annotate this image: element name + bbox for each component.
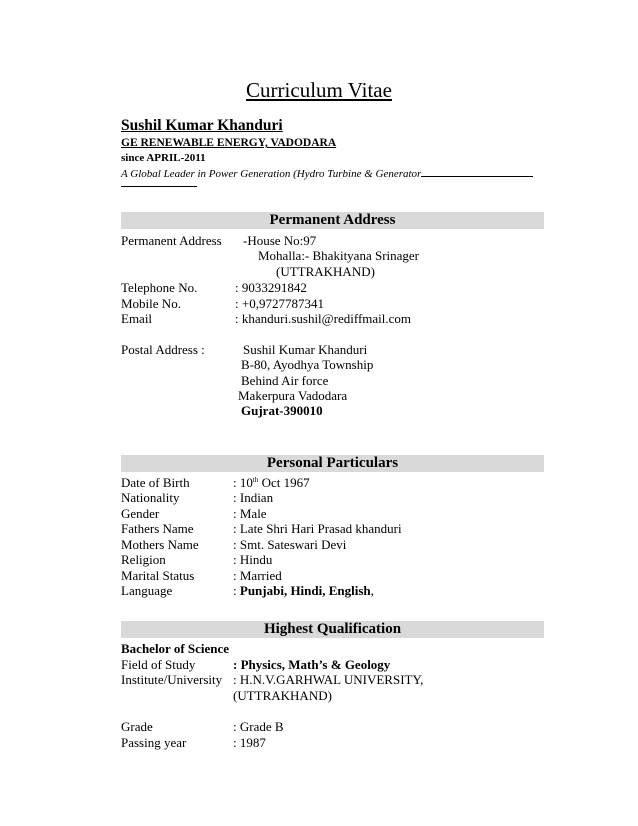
institute-value: : H.N.V.GARHWAL UNIVERSITY, bbox=[233, 672, 424, 687]
email-label: Email bbox=[121, 311, 153, 326]
dob-ordinal: th bbox=[252, 476, 259, 484]
marital-label: Marital Status bbox=[121, 568, 195, 583]
document-title: Curriculum Vitae bbox=[246, 78, 392, 102]
section-title: Permanent Address bbox=[269, 212, 396, 228]
permanent-address-label: Permanent Address bbox=[121, 233, 222, 248]
gender-label: Gender bbox=[121, 506, 160, 521]
degree-name: Bachelor of Science bbox=[121, 641, 230, 656]
mother-label: Mothers Name bbox=[121, 537, 199, 552]
marital-value: : Married bbox=[233, 568, 282, 583]
postal-line4: Makerpura Vadodara bbox=[238, 388, 348, 403]
religion-label: Religion bbox=[121, 552, 166, 567]
employment-since: since APRIL-2011 bbox=[121, 152, 206, 164]
section-header-highest-qualification bbox=[121, 621, 544, 638]
section-header-permanent-address bbox=[121, 212, 544, 229]
grade-value: : Grade B bbox=[233, 719, 284, 734]
section-header-personal-particulars bbox=[121, 455, 544, 472]
postal-line3: Behind Air force bbox=[241, 373, 329, 388]
language-value bbox=[233, 583, 374, 599]
passing-year-value: : 1987 bbox=[233, 735, 266, 750]
nationality-value: : Indian bbox=[233, 490, 274, 505]
institute-value-state: (UTTRAKHAND) bbox=[233, 688, 332, 703]
dob-day: : 10 bbox=[233, 475, 253, 490]
email-value: : khanduri.sushil@rediffmail.com bbox=[235, 311, 412, 326]
dob-value bbox=[233, 475, 310, 491]
language-colon: : bbox=[233, 583, 240, 598]
dob-month-year: Oct 1967 bbox=[258, 475, 310, 490]
nationality-label: Nationality bbox=[121, 490, 180, 505]
postal-address-label: Postal Address : bbox=[121, 342, 205, 357]
mobile-value: : +0,9727787341 bbox=[235, 296, 324, 311]
permanent-address-line1: -House No:97 bbox=[243, 233, 317, 248]
institute-label: Institute/University bbox=[121, 672, 223, 687]
language-suffix: , bbox=[370, 583, 374, 598]
candidate-name: Sushil Kumar Khanduri bbox=[121, 117, 283, 134]
gender-value: : Male bbox=[233, 506, 267, 521]
company-tagline bbox=[121, 166, 533, 180]
mother-value: : Smt. Sateswari Devi bbox=[233, 537, 347, 552]
mobile-label: Mobile No. bbox=[121, 296, 181, 311]
language-label: Language bbox=[121, 583, 173, 598]
underline-rule-continued bbox=[121, 186, 197, 187]
language-list: Punjabi, Hindi, English bbox=[239, 583, 371, 598]
company-name: GE RENEWABLE ENERGY, VADODARA bbox=[121, 137, 337, 149]
section-title: Personal Particulars bbox=[266, 455, 399, 471]
underline-rule bbox=[421, 166, 533, 177]
telephone-value: : 9033291842 bbox=[235, 280, 307, 295]
father-label: Fathers Name bbox=[121, 521, 194, 536]
tagline-text: A Global Leader in Power Generation (Hydro Turbine & Generator bbox=[121, 168, 422, 180]
grade-label: Grade bbox=[121, 719, 153, 734]
postal-line5: Gujrat-390010 bbox=[241, 403, 323, 418]
postal-line2: B-80, Ayodhya Township bbox=[241, 357, 374, 372]
telephone-label: Telephone No. bbox=[121, 280, 198, 295]
passing-year-label: Passing year bbox=[121, 735, 187, 750]
field-label: Field of Study bbox=[121, 657, 196, 672]
postal-line1: Sushil Kumar Khanduri bbox=[243, 342, 368, 357]
religion-value: : Hindu bbox=[233, 552, 273, 567]
father-value: : Late Shri Hari Prasad khanduri bbox=[233, 521, 402, 536]
permanent-address-line2: Mohalla:- Bhakityana Srinager bbox=[258, 248, 420, 263]
dob-label: Date of Birth bbox=[121, 475, 190, 490]
section-title: Highest Qualification bbox=[263, 621, 402, 637]
permanent-address-line3: (UTTRAKHAND) bbox=[276, 264, 375, 279]
field-value: : Physics, Math’s & Geology bbox=[233, 657, 391, 672]
